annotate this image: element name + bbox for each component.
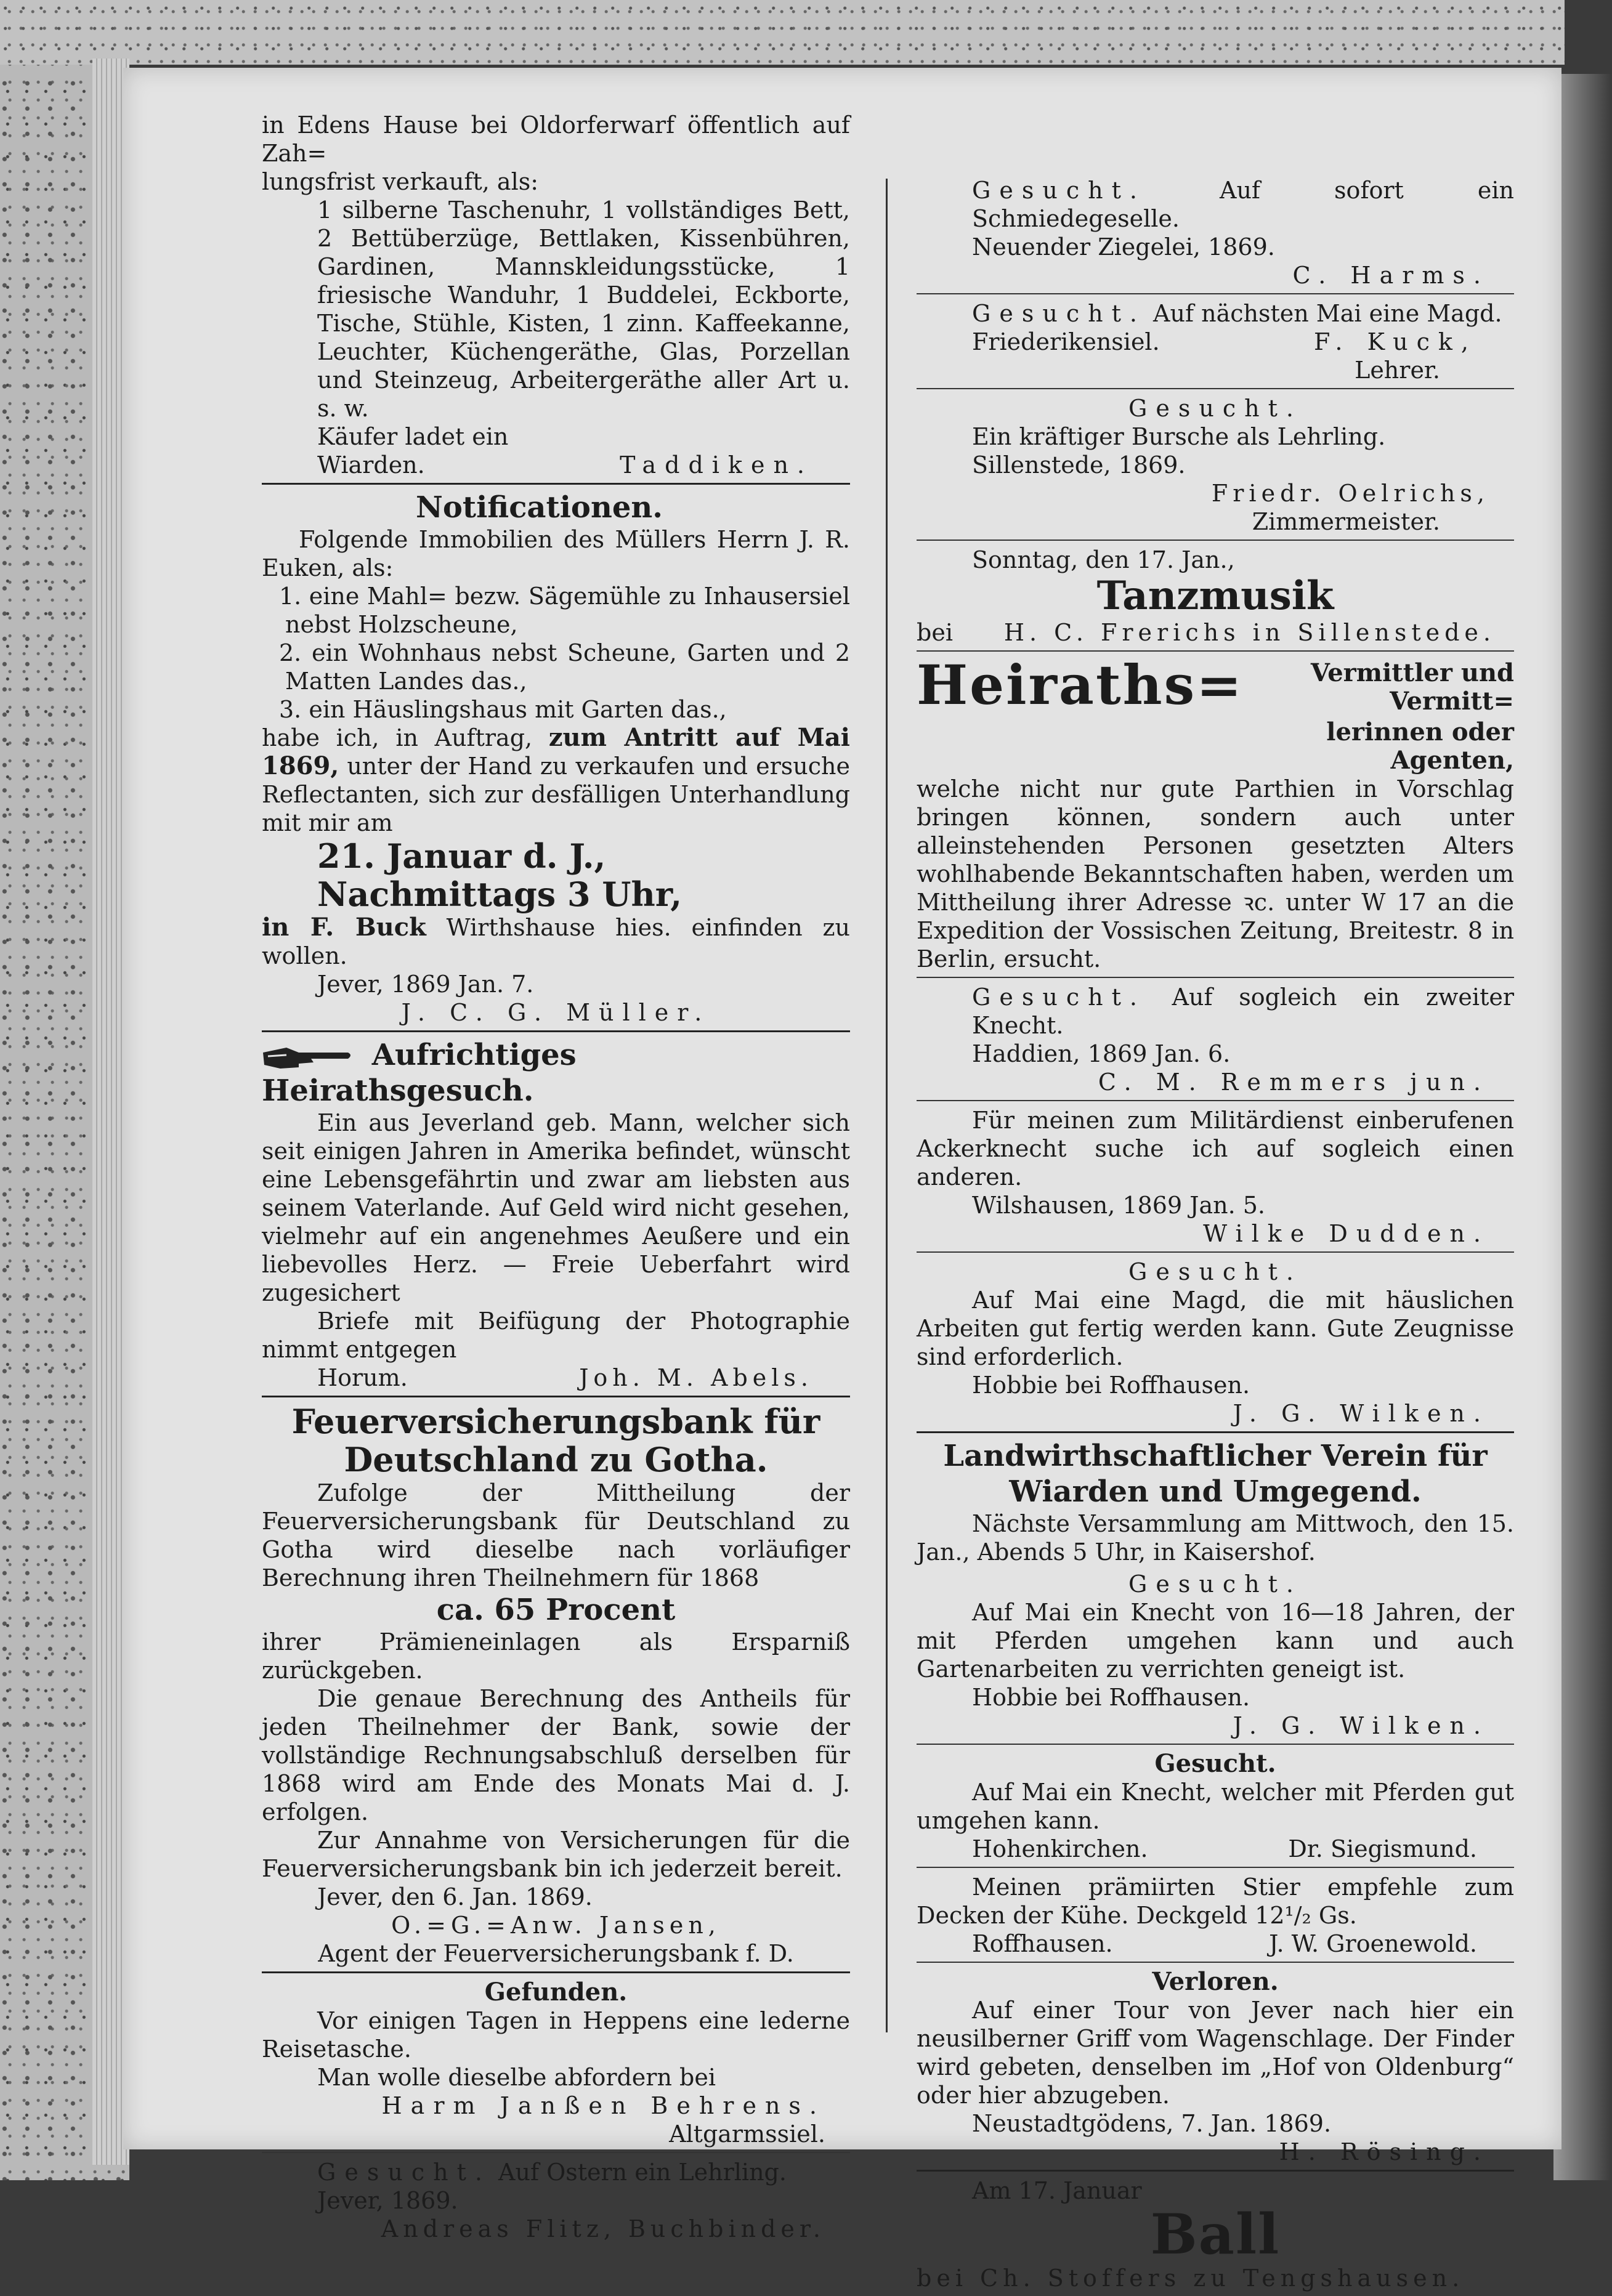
separator <box>917 1744 1514 1745</box>
notifications-date: 21. Januar d. J., Nachmittags 3 Uhr, <box>317 836 682 914</box>
knecht1-place: Haddien, 1869 Jan. 6. <box>972 1040 1231 1067</box>
feuer-body-2: ihrer Prämieneinlagen als Ersparniß zurückgeben. <box>262 1628 850 1684</box>
magd2-name: J. G. Wilken. <box>1233 1400 1489 1427</box>
separator <box>917 540 1514 541</box>
lehrling-text: Auf Ostern ein Lehrling. <box>498 2159 787 2186</box>
ad-heiratsgesuch <box>262 1037 850 1392</box>
gefunden-body: Vor einigen Tagen in Heppens eine lederne Reisetasche. <box>262 2007 850 2063</box>
notifications-body-bold: zum Antritt auf Mai 1869, <box>262 723 850 780</box>
ad-notifications <box>262 490 850 1027</box>
heiratsgesuch-title: Aufrichtiges Heirathsgesuch. <box>262 1038 577 1108</box>
ad-feuerversicherung <box>262 1402 850 1968</box>
ad-schmied <box>917 176 1514 289</box>
tanz-bei: bei <box>917 619 953 646</box>
knecht2-name: J. G. Wilken. <box>1233 1712 1489 1739</box>
ad-sale-line-1: in Edens Hause bei Oldorferwarf öffentlich auf Zah= <box>262 111 850 167</box>
ball-host: bei Ch. Stoffers zu Tengshausen. <box>917 2265 1465 2292</box>
left-column <box>262 111 850 2247</box>
separator <box>917 1251 1514 1253</box>
magd1-name: F. Kuck, <box>1313 328 1477 355</box>
feuer-percent: ca. 65 Procent <box>436 1593 676 1627</box>
notifications-body-b: unter der Hand zu verkaufen und ersuche Reflectanten, sich zur desfälligen Unterhandlung mit mir am <box>262 753 850 836</box>
knecht3-gesucht: Gesucht. <box>1154 1749 1276 1778</box>
heiratsgesuch-place: Horum. <box>317 1364 408 1391</box>
heiraths-big: Heiraths= <box>917 653 1244 717</box>
knecht3-place: Hohenkirchen. <box>972 1835 1148 1862</box>
verloren-dateline: Neustadtgödens, 7. Jan. 1869. <box>972 2110 1332 2137</box>
feuer-signature-1: O.=G.=Anw. Jansen, <box>391 1912 721 1939</box>
ad-knecht-3 <box>917 1750 1514 1863</box>
separator <box>917 1962 1514 1963</box>
ad-knecht-1 <box>917 983 1514 1096</box>
separator <box>262 2152 850 2153</box>
knecht2-body: Auf Mai ein Knecht von 16—18 Jahren, der mit Pferden umgehen kann und auch Gartenarbeiten zu verrichten geneigt ist. <box>917 1599 1514 1683</box>
notifications-intro: Folgende Immobilien des Müllers Herrn J. R. Euken, als: <box>262 526 850 581</box>
gefunden-name: Harm Janßen Behrens. <box>381 2092 825 2119</box>
notifications-body <box>262 724 850 837</box>
bursche-place: Sillenstede, 1869. <box>972 451 1186 479</box>
schmied-text: Auf sofort ein Schmiedegeselle. <box>972 177 1514 232</box>
lehrling-line <box>262 2158 850 2186</box>
notifications-body-a: habe ich, in Auftrag, <box>262 724 533 751</box>
magd1-role: Lehrer. <box>1355 357 1440 384</box>
schmied-gesucht: Gesucht. <box>972 177 1146 204</box>
knecht3-body: Auf Mai ein Knecht, welcher mit Pferden gut umgehen kann. <box>917 1779 1514 1834</box>
gefunden-body-2: Man wolle dieselbe abfordern bei <box>317 2064 716 2091</box>
notifications-place <box>262 913 850 970</box>
heiratsgesuch-body-2: Briefe mit Beifügung der Photographie nimmt entgegen <box>262 1308 850 1363</box>
separator <box>917 2170 1514 2172</box>
knecht1-name: C. M. Remmers jun. <box>1098 1069 1489 1096</box>
book-cover-top <box>0 0 1565 65</box>
separator <box>917 1431 1514 1433</box>
magd2-body: Auf Mai eine Magd, die mit häuslichen Arbeiten gut fertig werden kann. Gute Zeugnisse sind erforderlich. <box>917 1287 1514 1370</box>
page-right-edge <box>1553 74 1612 2180</box>
feuer-signature-2: Agent der Feuerversicherungsbank f. D. <box>318 1940 794 1967</box>
lehrling-gesucht: Gesucht. <box>317 2159 491 2186</box>
gefunden-title: Gefunden. <box>484 1978 628 2007</box>
heiraths-side-1: Vermittler und Vermitt= <box>1310 658 1514 716</box>
separator <box>917 293 1514 294</box>
schmied-place: Neuender Ziegelei, 1869. <box>972 233 1275 261</box>
ad-magd-1 <box>917 299 1514 384</box>
heiratsgesuch-title-row <box>262 1037 850 1109</box>
verein-title: Landwirthschaftlicher Verein für Wiarden und Umgegend. <box>943 1439 1488 1509</box>
feuer-body-3: Die genaue Berechnung des Antheils für jeden Theilnehmer der Bank, sowie der vollständige Rechnungsabschluß derselben für 1868 wird am Ende des Monats Mai d. J. erfolgen. <box>262 1685 850 1825</box>
notifications-item-1: 1. eine Mahl= bezw. Sägemühle zu Inhausersiel nebst Holzscheune, <box>279 583 850 638</box>
heiratsgesuch-body: Ein aus Jeverland geb. Mann, welcher sich seit einigen Jahren in Amerika befindet, wünscht eine Lebensgefährtin und zwar am liebsten aus seinem Vaterlande. Auf Geld wird nicht gesehen, vielmehr auf ein angenehmes Aeußere und ein liebevolles Herz. — Freie Ueberfahrt wird zugesichert <box>262 1109 850 1306</box>
stier-name: J. W. Groenewold. <box>1269 1930 1477 1957</box>
ad-sale-place: Wiarden. <box>317 451 425 479</box>
verloren-body: Auf einer Tour von Jever nach hier ein neusilberner Griff vom Wagenschlage. Der Finder wird gebeten, denselben im „Hof von Oldenburg“ oder hier abzugeben. <box>917 1997 1514 2109</box>
separator <box>917 388 1514 389</box>
ad-sale-name: Taddiken. <box>620 451 813 479</box>
stier-body: Meinen prämiirten Stier empfehle zum Decken der Kühe. Deckgeld 12¹/₂ Gs. <box>917 1874 1514 1929</box>
notifications-place-rest: Wirthshause hies. einfinden zu wollen. <box>262 914 850 969</box>
feuer-dateline: Jever, den 6. Jan. 1869. <box>317 1883 593 1910</box>
ad-tanzmusik <box>917 546 1514 647</box>
separator <box>917 1100 1514 1101</box>
knecht2-gesucht: Gesucht. <box>1128 1570 1302 1598</box>
separator <box>262 1396 850 1397</box>
knecht1-line <box>917 983 1514 1040</box>
knecht3-name: Dr. Siegismund. <box>1288 1835 1477 1862</box>
ad-ball <box>917 2177 1514 2292</box>
ad-ackerknecht <box>917 1106 1514 1248</box>
ad-bursche <box>917 394 1514 536</box>
knecht1-text: Auf sogleich ein zweiter Knecht. <box>972 984 1514 1039</box>
heiraths-body: welche nicht nur gute Parthien in Vorschlag bringen können, sondern auch unter alleinstehenden Personen gesetzten Alters wohlhabende Bekanntschaften haben, werden um Mittheilung ihrer Adresse ꝛc. unter W 17 an die Expedition der Vossischen Zeitung, Breitestr. 8 in Berlin, ersucht. <box>917 775 1514 972</box>
ad-sale-invite: Käufer ladet ein <box>317 423 509 450</box>
tanz-date: Sonntag, den 17. Jan., <box>972 546 1235 573</box>
notifications-dateline: Jever, 1869 Jan. 7. <box>317 971 534 998</box>
ball-title: Ball <box>1150 2202 1281 2267</box>
ad-sale-items: 1 silberne Taschenuhr, 1 vollständiges Bett, 2 Bettüberzüge, Bettlaken, Kissenbühren, Gardinen, Mannskleidungsstücke, 1 friesische Wanduhr, 1 Buddelei, Eckborte, Tische, Stühle, Kisten, 1 zinn. Kaffeekanne, Leuchter, Küchengeräthe, Glas, Porzellan und Steinzeug, Arbeitergeräthe aller Art u. s. w. <box>317 196 850 422</box>
bursche-gesucht: Gesucht. <box>1128 395 1302 422</box>
separator <box>262 1030 850 1032</box>
notifications-title: Notificationen. <box>416 490 663 525</box>
tanz-host: H. C. Frerichs in Sillenstede. <box>1003 619 1496 646</box>
magd1-place: Friederikensiel. <box>972 328 1160 355</box>
right-column <box>917 176 1539 2296</box>
ad-gefunden <box>262 1978 850 2148</box>
heiraths-side-2: lerinnen oder Agenten, <box>1326 718 1514 775</box>
pointing-hand-icon <box>262 1044 354 1071</box>
lehrling-dateline: Jever, 1869. <box>317 2187 458 2214</box>
feuer-body: Zufolge der Mittheilung der Feuerversicherungsbank für Deutschland zu Gotha wird dieselbe nach vorläufiger Berechnung ihren Theilnehmern für 1868 <box>262 1479 850 1591</box>
magd1-text: Auf nächsten Mai eine Magd. <box>1153 300 1502 327</box>
bursche-name: Friedr. Oelrichs, <box>1211 480 1489 507</box>
separator <box>917 977 1514 978</box>
verloren-name: H. Rösing. <box>1279 2138 1489 2165</box>
verloren-title: Verloren. <box>1152 1967 1279 1996</box>
ad-magd-2 <box>917 1258 1514 1428</box>
schmied-name: C. Harms. <box>1292 262 1489 289</box>
verein-body: Nächste Versammlung am Mittwoch, den 15. Jan., Abends 5 Uhr, in Kaisershof. <box>917 1510 1514 1566</box>
ball-date: Am 17. Januar <box>972 2177 1142 2204</box>
knecht2-place: Hobbie bei Roffhausen. <box>972 1684 1250 1711</box>
notifications-signature: J. C. G. Müller. <box>401 999 711 1026</box>
knecht1-gesucht: Gesucht. <box>972 984 1146 1011</box>
notifications-place-bold: in F. Buck <box>262 913 426 942</box>
ad-sale <box>262 111 850 479</box>
magd1-line <box>917 299 1514 328</box>
ad-sale-line-2: lungsfrist verkauft, als: <box>262 168 539 195</box>
lehrling-name: Andreas Flitz, Buchbinder. <box>381 2215 825 2242</box>
feuer-body-4: Zur Annahme von Versicherungen für die Feuerversicherungsbank bin ich jederzeit bereit. <box>262 1827 850 1882</box>
magd2-gesucht: Gesucht. <box>1128 1258 1302 1285</box>
bursche-role: Zimmermeister. <box>1252 508 1440 535</box>
magd1-gesucht: Gesucht. <box>972 300 1146 327</box>
ad-verein <box>917 1438 1514 1566</box>
ackerknecht-name: Wilke Dudden. <box>1203 1220 1489 1247</box>
schmied-line <box>917 176 1514 233</box>
stier-place: Roffhausen. <box>972 1930 1113 1957</box>
separator <box>262 1971 850 1973</box>
heiratsgesuch-name: Joh. M. Abels. <box>579 1364 813 1391</box>
ad-heiraths-vermittler <box>917 653 1514 973</box>
gefunden-place: Altgarmssiel. <box>669 2120 825 2148</box>
separator <box>917 1867 1514 1868</box>
magd2-place: Hobbie bei Roffhausen. <box>972 1372 1250 1399</box>
separator <box>262 483 850 485</box>
ad-stier <box>917 1873 1514 1958</box>
tanz-title: Tanzmusik <box>1096 573 1334 619</box>
ad-verloren <box>917 1968 1514 2166</box>
ad-lehrling <box>262 2158 850 2243</box>
ad-knecht-2 <box>917 1570 1514 1740</box>
separator <box>917 650 1514 652</box>
notifications-item-2: 2. ein Wohnhaus nebst Scheune, Garten und 2 Matten Landes das., <box>279 639 850 695</box>
ackerknecht-place: Wilshausen, 1869 Jan. 5. <box>972 1192 1265 1219</box>
ackerknecht-body: Für meinen zum Militärdienst einberufenen Ackerknecht suche ich auf sogleich einen anderen. <box>917 1107 1514 1190</box>
notifications-item-3: 3. ein Häuslingshaus mit Garten das., <box>279 696 727 723</box>
feuer-title: Feuerversicherungsbank für Deutschland zu Gotha. <box>291 1402 820 1479</box>
bursche-text: Ein kräftiger Bursche als Lehrling. <box>972 423 1386 450</box>
column-divider <box>886 179 888 2032</box>
